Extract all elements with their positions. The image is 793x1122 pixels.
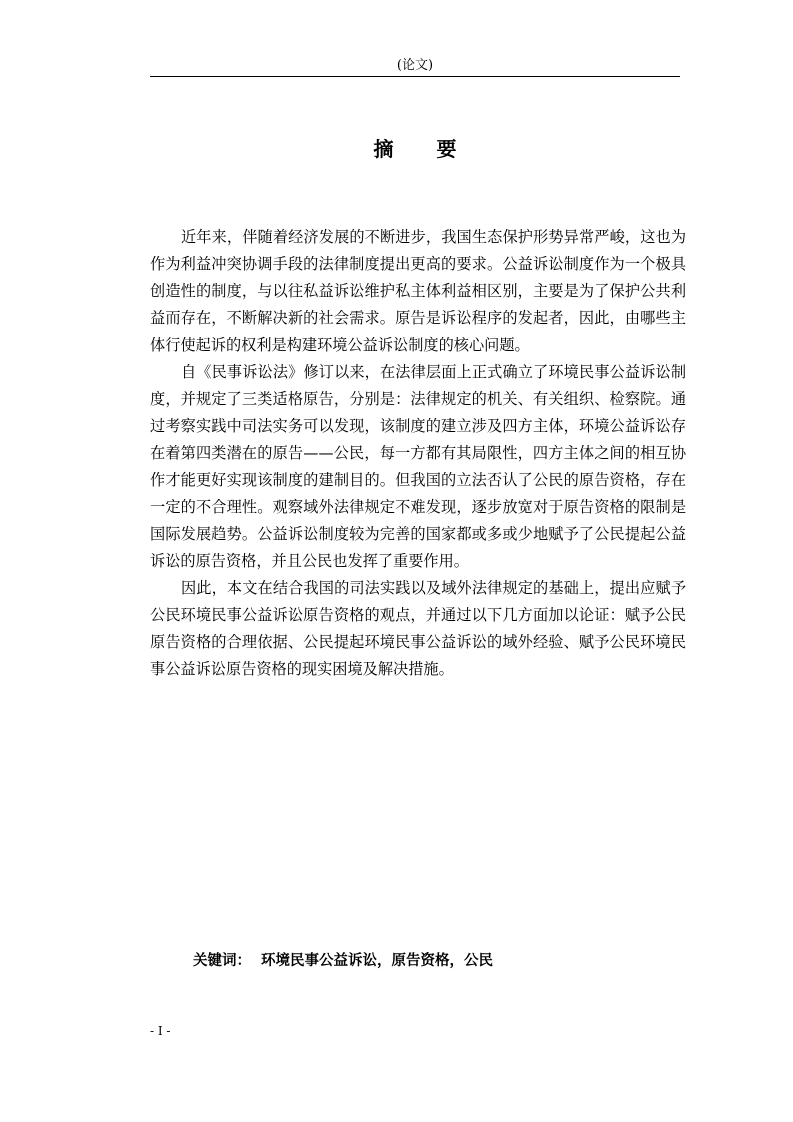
header-divider (150, 76, 680, 77)
abstract-paragraph-3: 因此，本文在结合我国的司法实践以及域外法律规定的基础上，提出应赋予公民环境民事公益诉讼原告资格的观点，并通过以下几方面加以论证：赋予公民原告资格的合理依据、公民提起环境民事公益诉讼的域外经验、赋予公民环境民事公益诉讼原告资格的现实困境及解决措施。 (150, 579, 686, 678)
abstract-paragraph-2: 自《民事诉讼法》修订以来，在法律层面上正式确立了环境民事公益诉讼制度，并规定了三类适格原告，分别是：法律规定的机关、有关组织、检察院。通过考察实践中司法实务可以发现，该制度的建立涉及四方主体，环境公益诉讼存在着第四类潜在的原告——公民，每一方都有其局限性，四方主体之间的相互协作才能更好实现该制度的建制目的。但我国的立法否认了公民的原告资格，存在一定的不合理性。观察域外法律规定不难发现，逐步放宽对于原告资格的限制是国际发展趋势。公益诉讼制度较为完善的国家都或多或少地赋予了公民提起公益诉讼的原告资格，并且公民也发挥了重要作用。 (150, 363, 686, 570)
abstract-body (150, 224, 686, 683)
abstract-title: 摘 要 (373, 137, 475, 161)
abstract-paragraph-1: 近年来，伴随着经济发展的不断进步，我国生态保护形势异常严峻，这也为作为利益冲突协调手段的法律制度提出更高的要求。公益诉讼制度作为一个极具创造性的制度，与以往私益诉讼维护私主体利益相区别，主要是为了保护公共利益而存在，不断解决新的社会需求。原告是诉讼程序的发起者，因此，由哪些主体行使起诉的权利是构建环境公益诉讼制度的核心问题。 (150, 228, 686, 354)
keywords-line (193, 950, 493, 972)
keywords-value: 环境民事公益诉讼，原告资格，公民 (261, 953, 493, 969)
page-header: (论文) (396, 58, 434, 73)
page-number: - I - (150, 1024, 171, 1038)
keywords-label: 关键词： (193, 953, 251, 969)
